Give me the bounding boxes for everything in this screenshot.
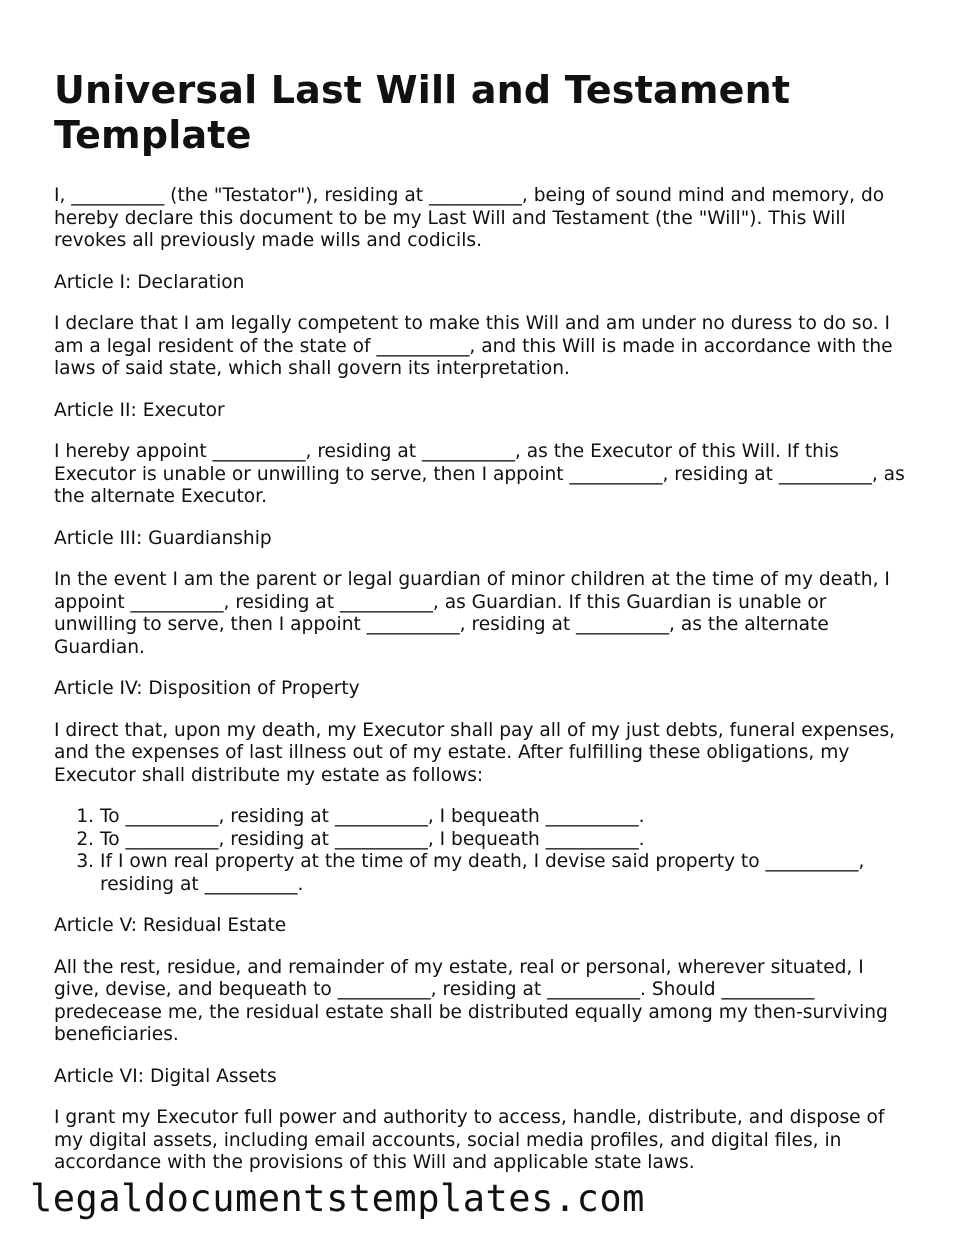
article-1-heading: Article I: Declaration — [54, 271, 245, 293]
article-3-text: In the event I am the parent or legal guardian of minor children at the time of my death, I appoint __________, residing at __________, as Guardian. If this Guardian is unable or unwilling to serve, then I appoint __________, residing at __________, as the alternate Guardian. — [54, 569, 890, 658]
article-3-heading: Article III: Guardianship — [54, 527, 272, 549]
document-page — [54, 68, 914, 1194]
list-item: 1. To __________, residing at __________, I bequeath __________. — [100, 806, 914, 829]
article-6-heading: Article VI: Digital Assets — [54, 1065, 277, 1087]
list-item: 3. If I own real property at the time of my death, I devise said property to __________, residing at __________. — [100, 851, 914, 896]
article-5-heading: Article V: Residual Estate — [54, 915, 287, 936]
watermark-text: legaldocumentstemplates.com — [30, 1177, 645, 1220]
article-2-text: I hereby appoint __________, residing at __________, as the Executor of this Will. If this Executor is unable or unwilling to serve, then I appoint __________, residing at __________, as the alternate Executor. — [54, 441, 905, 507]
article-4-heading: Article IV: Disposition of Property — [54, 678, 360, 699]
article-5-text: All the rest, residue, and remainder of my estate, real or personal, wherever situated, I give, devise, and bequeath to __________, residing at __________. Should __________ predecease me, the residual estate shall be distributed equally among my then-surviving beneficiaries. — [54, 956, 888, 1045]
article-1-text: I declare that I am legally competent to make this Will and am under no duress to do so. I am a legal resident of the state of __________, and this Will is made in accordance with the laws of said state, which shall govern its interpretation. — [54, 313, 893, 379]
document-title: Universal Last Will and Testament Template — [54, 68, 791, 157]
article-6-text: I grant my Executor full power and authority to access, handle, distribute, and dispose of my digital assets, including email accounts, social media profiles, and digital files, in accordance with the provisions of this Will and applicable state laws. — [54, 1107, 885, 1173]
article-4-text: I direct that, upon my death, my Executor shall pay all of my just debts, funeral expenses, and the expenses of last illness out of my estate. After fulfilling these obligations, my Executor shall distribute my estate as follows: — [54, 719, 896, 786]
bequest-list — [54, 806, 914, 896]
list-item: 2. To __________, residing at __________, I bequeath __________. — [100, 829, 914, 852]
intro-paragraph: I, __________ (the "Testator"), residing at __________, being of sound mind and memory, do hereby declare this document to be my Last Will and Testament (the "Will"). This Will revokes all previously made wills and codicils. — [54, 185, 885, 251]
article-2-heading: Article II: Executor — [54, 399, 225, 421]
